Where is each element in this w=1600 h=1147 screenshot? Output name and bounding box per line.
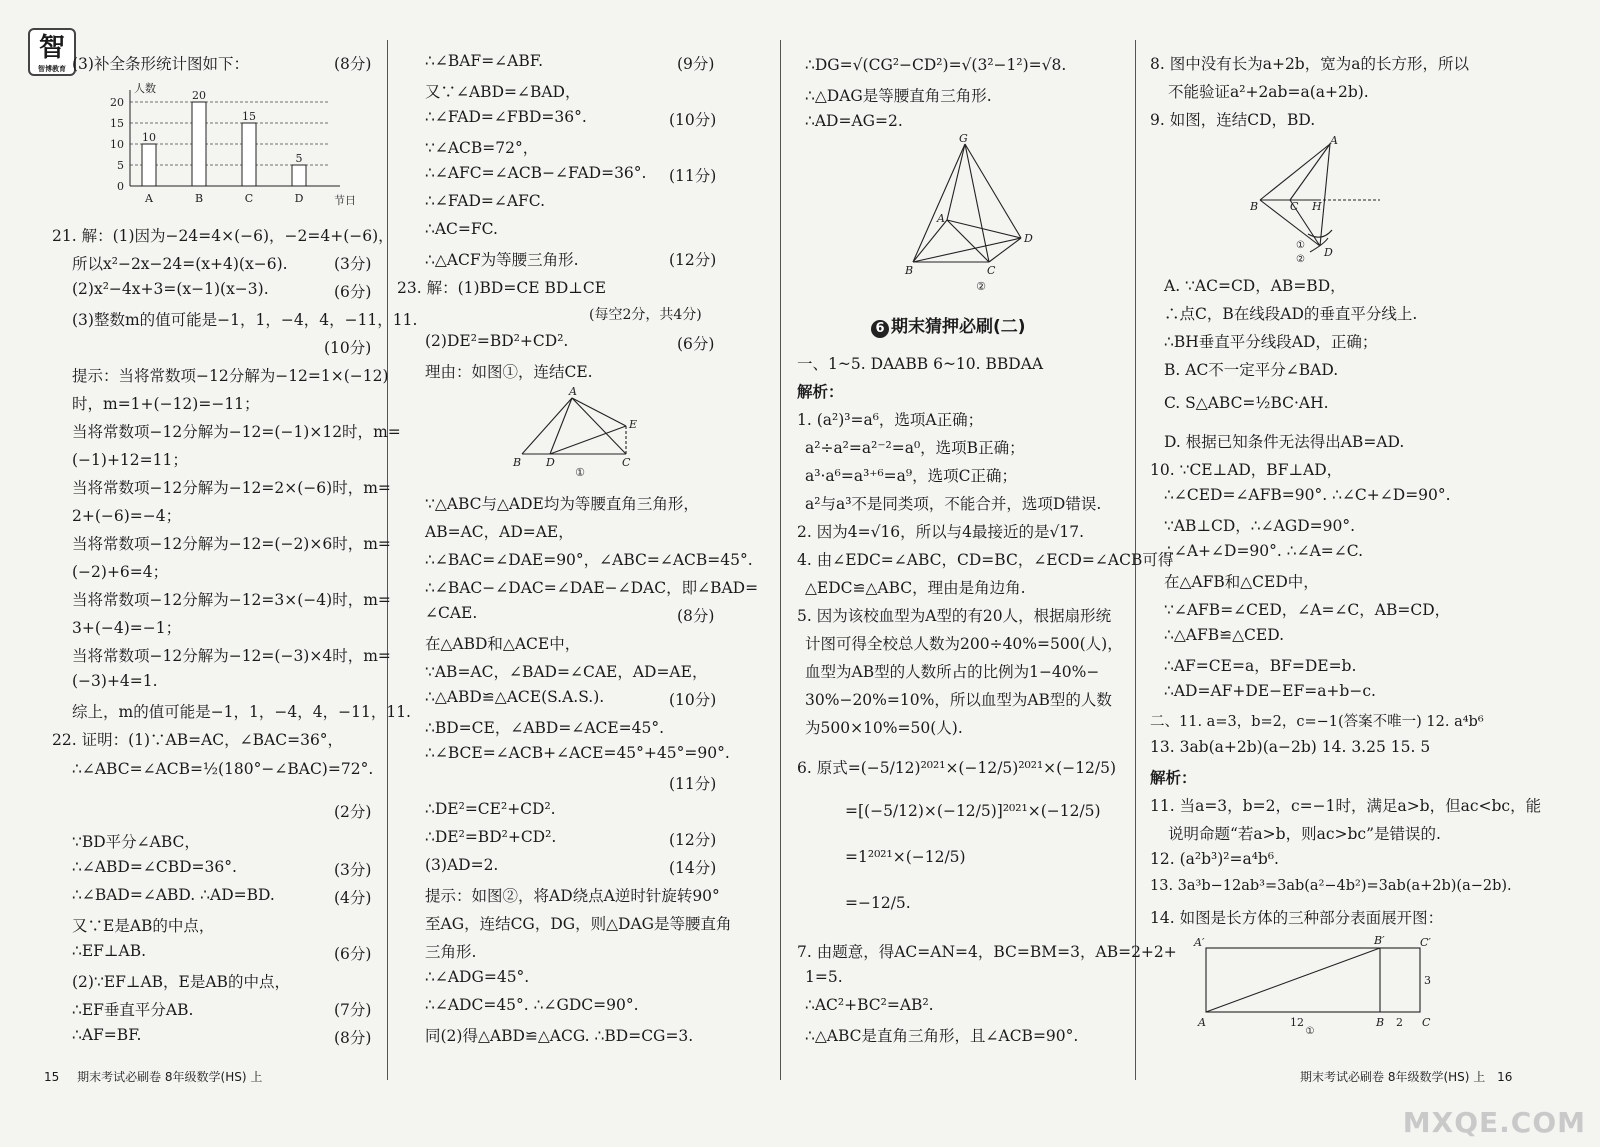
score-note: (8分) xyxy=(334,1029,372,1047)
svg-text:B′: B′ xyxy=(1374,934,1385,947)
text-line: 当将常数项−12分解为−12=2×(−6)时，m= xyxy=(72,479,391,497)
figure-label: ① xyxy=(575,466,585,479)
text-line: 30%−20%=10%，所以血型为AB型的人数 xyxy=(805,691,1112,709)
svg-text:C: C xyxy=(622,456,631,469)
svg-text:A: A xyxy=(569,385,577,398)
bar xyxy=(242,123,256,186)
triangle-figure-9 xyxy=(1250,134,1450,264)
text-line: 一、1~5. DAABB 6~10. BBDAA xyxy=(797,355,1044,373)
text-line: ∴∠ADC=45°. ∴∠GDC=90°. xyxy=(425,996,639,1014)
svg-text:C: C xyxy=(1290,200,1299,213)
text-line: (2)DE²=BD²+CD². xyxy=(425,332,569,350)
column-divider xyxy=(387,40,388,1080)
text-line: (−3)+4=1. xyxy=(72,672,158,690)
score-note: (12分) xyxy=(669,251,717,269)
text-line: ∴∠FAD=∠FBD=36°. xyxy=(425,108,587,126)
score-note: (6分) xyxy=(334,283,372,301)
svg-text:A: A xyxy=(1198,1016,1206,1029)
text-line: ∴△AFB≌△CED. xyxy=(1164,626,1285,644)
text-line: 3+(−4)=−1； xyxy=(72,619,182,637)
text-line: ∵△ABC与△ADE均为等腰直角三角形， xyxy=(425,495,699,513)
text-line: ∴△ACF为等腰三角形. xyxy=(425,251,579,269)
page-number: 16 xyxy=(1497,1070,1513,1084)
text-line: 为500×10%=50(人). xyxy=(805,719,963,737)
text-line: ∴EF⊥AB. xyxy=(72,942,147,960)
text-line: ∴AF=BF. xyxy=(72,1026,142,1044)
text-line: 23. 解：(1)BD=CE BD⊥CE xyxy=(397,279,607,297)
score-note: (3分) xyxy=(334,255,372,273)
watermark: MXQE.COM xyxy=(1402,1106,1586,1139)
y-tick-label: 10 xyxy=(110,138,124,151)
score-note: (10分) xyxy=(669,111,717,129)
text-line: ∴∠BAD=∠ABD. ∴AD=BD. xyxy=(72,886,275,904)
text-line: 8. 图中没有长为a+2b，宽为a的长方形，所以 xyxy=(1150,55,1469,73)
text-line: 6. 原式=(−5/12)²⁰²¹×(−12/5)²⁰²¹×(−12/5) xyxy=(797,759,1117,777)
text-line: 22. 证明：(1)∵AB=AC，∠BAC=36°， xyxy=(52,731,344,749)
svg-text:C′: C′ xyxy=(1420,936,1431,949)
score-note: (10分) xyxy=(324,339,372,357)
text-line: 所以x²−2x−24=(x+4)(x−6). xyxy=(72,255,288,273)
text-line: 5. 因为该校血型为A型的有20人，根据扇形统 xyxy=(797,607,1112,625)
text-line: ∴△ABC是直角三角形，且∠ACB=90°. xyxy=(805,1027,1079,1045)
text-line: 1. (a²)³=a⁶，选项A正确； xyxy=(797,411,984,429)
text-line: a³·a⁶=a³⁺⁶=a⁹，选项C正确； xyxy=(805,467,1017,485)
text-line: 又∵∠ABD=∠BAD， xyxy=(425,83,581,101)
score-note: (9分) xyxy=(677,55,715,73)
bar-chart xyxy=(100,78,370,208)
svg-text:E: E xyxy=(629,418,638,431)
text-line: 当将常数项−12分解为−12=(−3)×4时，m= xyxy=(72,647,391,665)
text-line: 2. 因为4=√16，所以与4最接近的是√17. xyxy=(797,523,1085,541)
score-note: (7分) xyxy=(334,1001,372,1019)
y-tick-label: 5 xyxy=(117,159,124,172)
score-note: (4分) xyxy=(334,889,372,907)
text-line: ∴∠AFC=∠ACB−∠FAD=36°. xyxy=(425,164,647,182)
text-line: ∵∠ACB=72°， xyxy=(425,139,539,157)
score-note: (10分) xyxy=(669,691,717,709)
text-line: ∴△ABD≌△ACE(S.A.S.). xyxy=(425,688,605,706)
text-line: ∴∠CED=∠AFB=90°. ∴∠C+∠D=90°. xyxy=(1164,486,1451,504)
text-line: ∵AB⊥CD，∴∠AGD=90°. xyxy=(1164,517,1356,535)
text-line: ∴∠A+∠D=90°. ∴∠A=∠C. xyxy=(1164,542,1364,560)
text-line: ∴AD=AG=2. xyxy=(805,112,903,130)
svg-text:3: 3 xyxy=(1424,974,1431,987)
bar-value-label: 20 xyxy=(192,89,206,102)
score-note: (2分) xyxy=(334,803,372,821)
bar xyxy=(292,165,306,186)
text-line: 解析： xyxy=(797,382,844,401)
text-line: 同(2)得△ABD≌△ACG. ∴BD=CG=3. xyxy=(425,1027,694,1045)
footer-title: 期末考试必刷卷 8年级数学(HS) 上 xyxy=(77,1070,263,1084)
x-tick-label: B xyxy=(194,192,204,205)
text-line: (−1)+12=11； xyxy=(72,451,188,469)
text-line: ∴∠BCE=∠ACB+∠ACE=45°+45°=90°. xyxy=(425,744,730,762)
text-line: 至AG，连结CG，DG，则△DAG是等腰直角 xyxy=(425,915,732,933)
footer-left xyxy=(44,1068,262,1085)
score-note: (12分) xyxy=(669,831,717,849)
x-axis-label: 节日 xyxy=(334,194,356,207)
logo-subtext: 智博教育 xyxy=(38,65,66,73)
text-line: 7. 由题意，得AC=AN=4，BC=BM=3，AB=2+2+ xyxy=(797,943,1177,961)
text-line: ∴∠ADG=45°. xyxy=(425,968,530,986)
svg-text:C: C xyxy=(1422,1016,1431,1029)
text-line: 解析： xyxy=(1150,768,1197,787)
text-line: 在△ABD和△ACE中， xyxy=(425,635,581,653)
svg-text:B: B xyxy=(1250,200,1259,213)
text-line: D. 根据已知条件无法得出AB=AD. xyxy=(1164,433,1405,451)
svg-text:②: ② xyxy=(1296,254,1305,264)
text-line: 21. 解：(1)因为−24=4×(−6)，−2=4+(−6)， xyxy=(52,227,394,245)
score-note: (11分) xyxy=(669,167,717,185)
text-line: ∴∠BAF=∠ABF. xyxy=(425,52,544,70)
text-line: ∴△DAG是等腰直角三角形. xyxy=(805,87,992,105)
text-line: 说明命题“若a>b，则ac>bc”是错误的. xyxy=(1168,825,1441,843)
page-gutter xyxy=(780,40,781,1080)
text-line: (−2)+6=4； xyxy=(72,563,169,581)
text-line: =−12/5. xyxy=(845,894,911,912)
text-line: ∴∠FAD=∠AFC. xyxy=(425,192,546,210)
score-note: (6分) xyxy=(334,945,372,963)
score-note: (8分) xyxy=(677,607,715,625)
y-tick-label: 20 xyxy=(110,96,124,109)
text-line: 不能验证a²+2ab=a(a+2b). xyxy=(1168,83,1369,101)
logo-char: 智 xyxy=(38,33,65,63)
text-line: ∴EF垂直平分AB. xyxy=(72,1001,194,1019)
text-line: 综上，m的值可能是−1，1，−4，4，−11，11. xyxy=(72,703,411,721)
text-line: 当将常数项−12分解为−12=(−2)×6时，m= xyxy=(72,535,391,553)
svg-text:A: A xyxy=(937,212,945,225)
svg-text:12: 12 xyxy=(1290,1016,1304,1029)
text-line: 二、11. a=3，b=2，c=−1(答案不唯一) 12. a⁴b⁶ xyxy=(1150,714,1484,730)
text-line: ∴∠BAC−∠DAC=∠DAE−∠DAC，即∠BAD= xyxy=(425,579,759,597)
triangle-figure-2 xyxy=(901,134,1061,294)
score-note: (11分) xyxy=(669,775,717,793)
text-line: 13. 3ab(a+2b)(a−2b) 14. 3.25 15. 5 xyxy=(1150,738,1431,756)
text-line: (2)x²−4x+3=(x−1)(x−3). xyxy=(72,280,269,298)
box-net-figure xyxy=(1190,934,1450,1034)
text-line: 14. 如图是长方体的三种部分表面展开图： xyxy=(1150,909,1444,927)
text-line: AB=AC，AD=AE， xyxy=(425,523,574,541)
text-line: ∴AD=AF+DE−EF=a+b−c. xyxy=(1164,682,1376,700)
text-line: ∵∠AFB=∠CED，∠A=∠C，AB=CD， xyxy=(1164,601,1451,619)
figure-label: ① xyxy=(1305,1026,1315,1034)
text-line: 理由：如图①，连结CE. xyxy=(425,363,593,381)
text-line: ∴DE²=BD²+CD². xyxy=(425,828,557,846)
text-line: 三角形. xyxy=(425,943,477,961)
y-tick-label: 0 xyxy=(117,180,124,193)
x-tick-label: C xyxy=(244,192,254,205)
x-tick-label: D xyxy=(294,192,304,205)
text-line: ∴BH垂直平分线段AD，正确； xyxy=(1164,333,1378,351)
bar xyxy=(142,144,156,186)
text-line: C. S△ABC=½BC·AH. xyxy=(1164,394,1329,412)
svg-text:C: C xyxy=(987,264,996,277)
text-line: 12. (a²b³)²=a⁴b⁶. xyxy=(1150,850,1279,868)
bar-value-label: 15 xyxy=(242,110,256,123)
score-note: (每空2分，共4分) xyxy=(589,307,702,323)
text-line: =1²⁰²¹×(−12/5) xyxy=(845,848,966,866)
text-line: ∴∠BAC=∠DAE=90°，∠ABC=∠ACB=45°. xyxy=(425,551,753,569)
text-line: (3)整数m的值可能是−1，1，−4，4，−11，11. xyxy=(72,311,418,329)
bar-value-label: 5 xyxy=(295,152,303,165)
text-line: ∴DE²=CE²+CD². xyxy=(425,800,556,818)
text-line: 10. ∵CE⊥AD，BF⊥AD， xyxy=(1150,461,1343,479)
text-line: 计图可得全校总人数为200÷40%=500(人)， xyxy=(805,635,1123,653)
text-line: ∴点C，B在线段AD的垂直平分线上. xyxy=(1164,305,1418,323)
svg-text:D: D xyxy=(1024,232,1033,245)
text-line: (3)补全条形统计图如下： xyxy=(72,55,249,73)
score-note: (3分) xyxy=(334,861,372,879)
text-line: 4. 由∠EDC=∠ABC，CD=BC，∠ECD=∠ACB可得 xyxy=(797,551,1174,569)
text-line: 11. 当a=3，b=2，c=−1时，满足a>b，但ac<bc，能 xyxy=(1150,797,1542,815)
triangle-figure-1 xyxy=(510,384,650,479)
text-line: (3)AD=2. xyxy=(425,856,499,874)
text-line: ∴DG=√(CG²−CD²)=√(3²−1²)=√8. xyxy=(805,56,1067,74)
text-line: A. ∵AC=CD，AB=BD， xyxy=(1164,277,1346,295)
publisher-logo xyxy=(28,28,76,76)
text-line: 时，m=1+(−12)=−11； xyxy=(72,395,260,413)
text-line: △EDC≌△ABC，理由是角边角. xyxy=(805,579,1026,597)
text-line: ∴∠ABD=∠CBD=36°. xyxy=(72,858,237,876)
score-note: (8分) xyxy=(334,55,372,73)
svg-text:2: 2 xyxy=(1396,1016,1403,1029)
score-note: (6分) xyxy=(677,335,715,353)
section-number-badge: 6 xyxy=(871,320,889,338)
text-line: 又∵E是AB的中点， xyxy=(72,917,215,935)
text-line: 提示：如图②，将AD绕点A逆时针旋转90° xyxy=(425,887,720,905)
y-tick-label: 15 xyxy=(110,117,124,130)
text-line: 在△AFB和△CED中， xyxy=(1164,573,1319,591)
page-number: 15 xyxy=(44,1070,60,1084)
svg-text:A: A xyxy=(1330,134,1338,147)
text-line: 1=5. xyxy=(805,968,843,986)
text-line: ∴∠ABC=∠ACB=½(180°−∠BAC)=72°. xyxy=(72,760,374,778)
text-line: B. AC不一定平分∠BAD. xyxy=(1164,361,1339,379)
text-line: a²与a³不是同类项，不能合并，选项D错误. xyxy=(805,495,1102,513)
x-tick-label: A xyxy=(145,192,153,205)
svg-text:G: G xyxy=(959,134,968,145)
text-line: 当将常数项−12分解为−12=3×(−4)时，m= xyxy=(72,591,391,609)
text-line: ∴AC²+BC²=AB². xyxy=(805,996,934,1014)
text-line: ∠CAE. xyxy=(425,604,478,622)
svg-text:H: H xyxy=(1312,200,1322,213)
svg-text:D: D xyxy=(1324,246,1333,259)
text-line: 2+(−6)=−4； xyxy=(72,507,182,525)
svg-text:B: B xyxy=(513,456,522,469)
text-line: a²÷a²=a²⁻²=a⁰，选项B正确； xyxy=(805,439,1025,457)
text-line: 提示：当将常数项−12分解为−12=1×(−12) xyxy=(72,367,389,385)
text-line: =[(−5/12)×(−12/5)]²⁰²¹×(−12/5) xyxy=(845,802,1101,820)
text-line: 13. 3a³b−12ab³=3ab(a²−4b²)=3ab(a+2b)(a−2b). xyxy=(1150,878,1512,894)
svg-text:①: ① xyxy=(1296,240,1305,251)
svg-text:B: B xyxy=(905,264,914,277)
text-line: 9. 如图，连结CD，BD. xyxy=(1150,111,1316,129)
text-line: ∴AF=CE=a，BF=DE=b. xyxy=(1164,657,1357,675)
figure-label: ② xyxy=(976,280,986,293)
text-line: ∴AC=FC. xyxy=(425,220,498,238)
text-line: 当将常数项−12分解为−12=(−1)×12时，m= xyxy=(72,423,401,441)
svg-text:A′: A′ xyxy=(1194,936,1205,949)
text-line: ∴BD=CE，∠ABD=∠ACE=45°. xyxy=(425,719,665,737)
bar xyxy=(192,102,206,186)
svg-text:D: D xyxy=(546,456,555,469)
footer-title: 期末考试必刷卷 8年级数学(HS) 上 xyxy=(1300,1070,1486,1084)
text-line: 血型为AB型的人数所占的比例为1−40%− xyxy=(805,663,1100,681)
svg-text:B: B xyxy=(1376,1016,1385,1029)
text-line: (2)∵EF⊥AB，E是AB的中点， xyxy=(72,973,290,991)
text-line: ∵BD平分∠ABC， xyxy=(72,833,200,851)
text-line: ∵AB=AC，∠BAD=∠CAE，AD=AE， xyxy=(425,663,708,681)
y-axis-label: 人数 xyxy=(134,82,156,95)
section-title-text: 期末猜押必刷(二) xyxy=(891,317,1026,337)
bar-value-label: 10 xyxy=(142,131,156,144)
score-note: (14分) xyxy=(669,859,717,877)
section-title xyxy=(871,312,1026,338)
footer-right xyxy=(1300,1068,1512,1085)
